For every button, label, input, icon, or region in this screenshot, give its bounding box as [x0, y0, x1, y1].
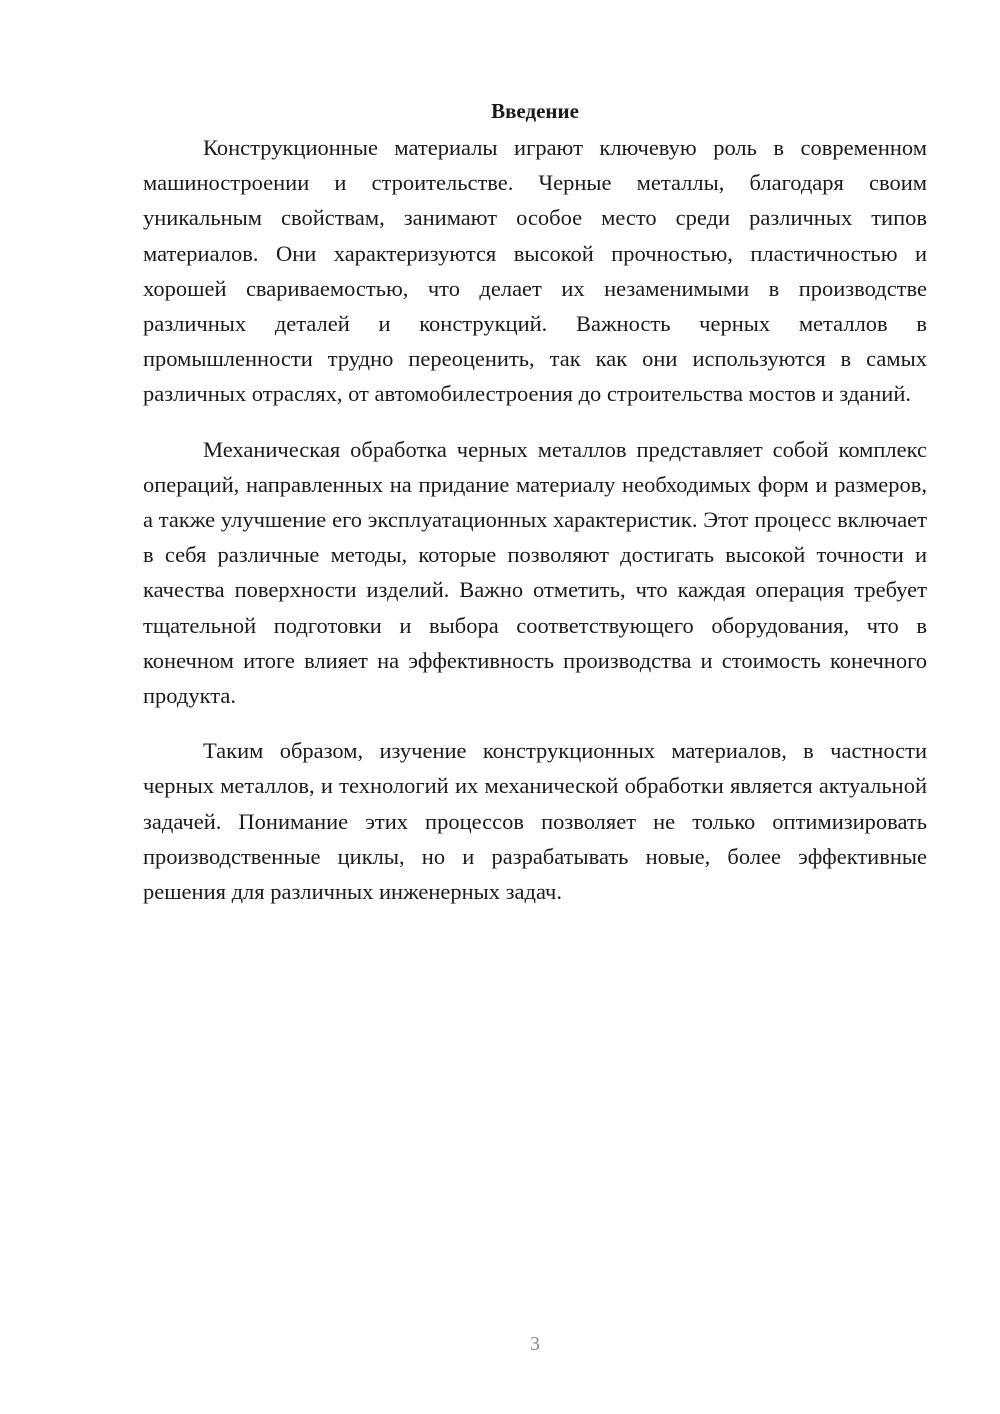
paragraph-3: Таким образом, изучение конструкционных материалов, в частности черных металлов, и технологий их механической обработки является актуальной задачей. Понимание этих процессов позволяет не только оптимизировать производственные циклы, но и разрабатывать новые, более эффективные решения для различных инженерных задач.: [143, 738, 927, 905]
paragraph-2: Механическая обработка черных металлов представляет собой комплекс операций, направленных на придание материалу необходимых форм и размеров, а также улучшение его эксплуатационных характеристик. Этот процесс включает в себя различные методы, которые позволяют достигать высокой точности и качества поверхности изделий. Важно отметить, что каждая операция требует тщательной подготовки и выбора соответствующего оборудования, что в конечном итоге влияет на эффективность производства и стоимость конечного продукта.: [143, 436, 927, 709]
page-number: 3: [530, 1333, 540, 1355]
section-heading: Введение: [491, 99, 579, 123]
page-content: [143, 96, 927, 929]
paragraph-1: Конструкционные материалы играют ключевую роль в современном машиностроении и строительстве. Черные металлы, благодаря своим уникальным свойствам, занимают особое место среди различных типов материалов. Они характеризуются высокой прочностью, пластичностью и хорошей свариваемостью, что делает их незаменимыми в производстве различных деталей и конструкций. Важность черных металлов в промышленности трудно переоценить, так как они используются в самых различных отраслях, от автомобилестроения до строительства мостов и зданий.: [143, 135, 927, 407]
